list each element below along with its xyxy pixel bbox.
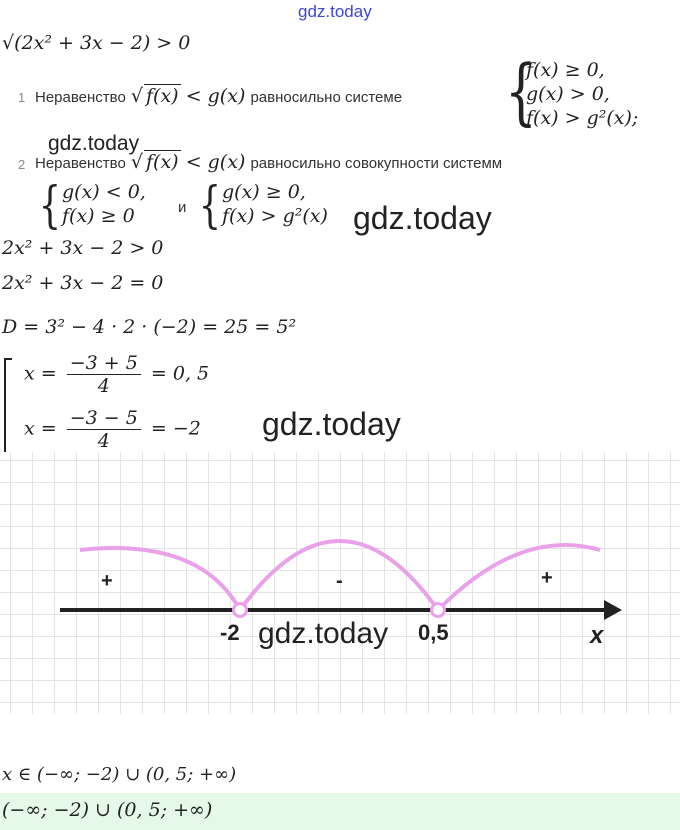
root-second-lhs: x = bbox=[24, 417, 57, 440]
sign-minus-middle: - bbox=[336, 570, 343, 592]
axis-label-x: x bbox=[590, 622, 604, 649]
rule2-relation: < g(x) bbox=[185, 151, 246, 173]
root-first-rhs: = 0, 5 bbox=[150, 362, 210, 385]
root-second-denominator: 4 bbox=[97, 430, 110, 452]
root-second-rhs: = −2 bbox=[150, 417, 201, 440]
rule1-sqrt-arg: f(x) bbox=[146, 85, 179, 107]
rule1-system-line: g(x) > 0, bbox=[526, 83, 610, 105]
rule2-sqrt-arg: f(x) bbox=[146, 151, 179, 173]
rule2-system-a-brace: { bbox=[38, 176, 62, 234]
watermark-mid-left: gdz.today bbox=[48, 132, 140, 155]
answer-text: (−∞; −2) ∪ (0, 5; +∞) bbox=[2, 799, 213, 821]
step-discriminant: D = 3² − 4 · 2 · (−2) = 25 = 5² bbox=[2, 316, 297, 338]
rule1-system-brace: { bbox=[504, 49, 537, 133]
sign-plus-left: + bbox=[101, 570, 113, 592]
rule2-system-b-line: g(x) ≥ 0, bbox=[222, 181, 306, 203]
rule2-system-a-line: g(x) < 0, bbox=[62, 181, 146, 203]
axis-arrow-head bbox=[604, 600, 622, 620]
rule2-number: 2 bbox=[18, 157, 26, 172]
root-first-numerator: −3 + 5 bbox=[67, 352, 141, 375]
point-minus-two bbox=[234, 604, 247, 617]
watermark-top: gdz.today bbox=[298, 2, 372, 21]
rule2-statement: Неравенство √ f(x) < g(x) равносильно совокупности системм bbox=[35, 151, 503, 173]
rule2-system-b-line: f(x) > g²(x) bbox=[222, 205, 328, 227]
rule2-system-b-brace: { bbox=[198, 176, 222, 234]
step-inequality: 2x² + 3x − 2 > 0 bbox=[2, 237, 164, 259]
sign-arc-right bbox=[438, 545, 600, 610]
problem-expression: √(2x² + 3x − 2) > 0 bbox=[2, 32, 191, 54]
root-first bbox=[24, 352, 209, 397]
rule2-system-b bbox=[222, 180, 328, 228]
rule2-text-after: равносильно совокупности системм bbox=[250, 155, 503, 172]
watermark-number-line: gdz.today bbox=[258, 617, 389, 650]
root-second-numerator: −3 − 5 bbox=[67, 407, 141, 430]
rule1-text-after: равносильно системе bbox=[250, 89, 403, 106]
rule1-statement: Неравенство √ f(x) < g(x) равносильно системе bbox=[35, 85, 403, 107]
rule1-system bbox=[526, 58, 638, 130]
rule1-text-before: Неравенство bbox=[35, 89, 126, 106]
rule1-system-line: f(x) > g²(x); bbox=[526, 107, 639, 129]
rule1-relation: < g(x) bbox=[185, 85, 246, 107]
root-first-denominator: 4 bbox=[97, 375, 110, 397]
rule2-system-a-line: f(x) ≥ 0 bbox=[62, 205, 135, 227]
sign-plus-right: + bbox=[541, 567, 553, 589]
root-first-lhs: x = bbox=[24, 362, 57, 385]
rule1-system-line: f(x) ≥ 0, bbox=[526, 59, 605, 81]
root-second bbox=[24, 407, 201, 452]
watermark-right: gdz.today bbox=[353, 200, 492, 236]
roots-bracket bbox=[4, 358, 12, 454]
rule1-number: 1 bbox=[18, 90, 26, 105]
watermark-center: gdz.today bbox=[262, 406, 401, 442]
step-equation: 2x² + 3x − 2 = 0 bbox=[2, 272, 164, 294]
point-label-zero-five: 0,5 bbox=[418, 620, 449, 645]
rule2-conjunction: и bbox=[178, 199, 187, 216]
point-label-minus-two: -2 bbox=[220, 620, 240, 645]
rule2-system-a bbox=[62, 180, 146, 228]
solution-set: x ∈ (−∞; −2) ∪ (0, 5; +∞) bbox=[2, 764, 237, 785]
rule2-text-before: Неравенство bbox=[35, 155, 126, 172]
point-zero-five bbox=[432, 604, 445, 617]
